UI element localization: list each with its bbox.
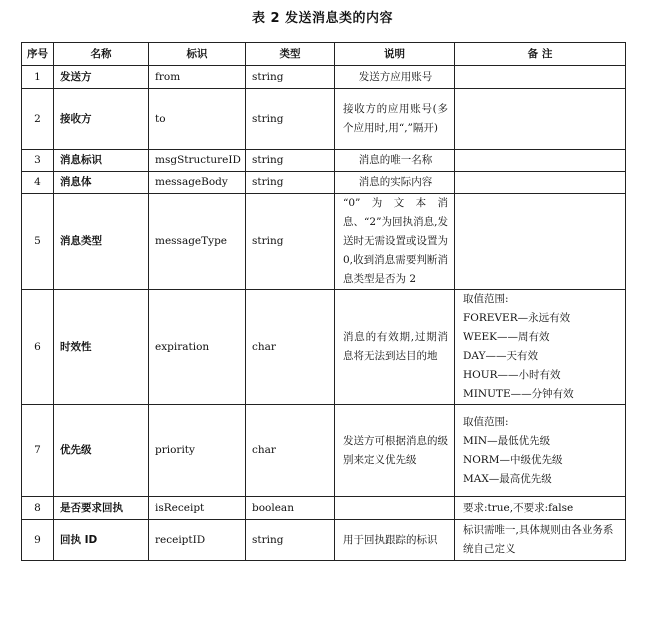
note-line: MIN—最低优先级 [463,434,551,447]
table-row [22,66,626,89]
table-row [22,150,626,172]
cell-no: 6 [22,290,54,405]
table-row [22,172,626,194]
cell-note [455,290,626,405]
cell-note [455,194,626,290]
cell-desc: 发送方应用账号 [335,66,455,89]
cell-desc: 发送方可根据消息的级别来定义优先级 [335,405,455,497]
cell-name: 是否要求回执 [54,497,149,520]
cell-id: expiration [149,290,246,405]
cell-desc: 消息的有效期,过期消息将无法到达目的地 [335,290,455,405]
cell-id: receiptID [149,520,246,561]
cell-name: 消息类型 [54,194,149,290]
table-row [22,520,626,561]
header-type: 类型 [246,43,335,66]
cell-id: messageBody [149,172,246,194]
cell-no: 3 [22,150,54,172]
cell-note [455,520,626,561]
table-body [22,66,626,561]
cell-no: 7 [22,405,54,497]
cell-desc: “0”为文本消息、“2”为回执消息,发送时无需设置或设置为 0,收到消息需要判断消息类型是否为 2 [335,194,455,290]
cell-name: 时效性 [54,290,149,405]
note-line: 取值范围: [463,415,509,428]
cell-type: string [246,150,335,172]
cell-name: 接收方 [54,89,149,150]
cell-name: 发送方 [54,66,149,89]
note-line: FOREVER—永远有效 [463,312,571,324]
header-desc: 说明 [335,43,455,66]
note-line: 取值范围: [463,293,509,305]
cell-type: char [246,405,335,497]
cell-type: string [246,66,335,89]
cell-name: 回执 ID [54,520,149,561]
table-row [22,290,626,405]
note-line: WEEK——周有效 [463,331,550,343]
cell-name: 优先级 [54,405,149,497]
header-name: 名称 [54,43,149,66]
cell-type: string [246,89,335,150]
cell-type: string [246,194,335,290]
header-no: 序号 [22,43,54,66]
cell-type: char [246,290,335,405]
cell-type: boolean [246,497,335,520]
note-line: 标识需唯一,具体规则由各业务系统自己定义 [463,524,614,555]
cell-no: 8 [22,497,54,520]
cell-desc: 接收方的应用账号(多个应用时,用“,”隔开) [335,89,455,150]
cell-type: string [246,172,335,194]
cell-desc [335,497,455,520]
header-id: 标识 [149,43,246,66]
header-row [22,43,626,66]
cell-name: 消息标识 [54,150,149,172]
note-line: DAY——天有效 [463,350,539,362]
cell-desc: 用于回执跟踪的标识 [335,520,455,561]
table-row [22,405,626,497]
cell-id: from [149,66,246,89]
cell-type: string [246,520,335,561]
table-title: 表 2 发送消息类的内容 [251,11,394,26]
cell-desc: 消息的唯一名称 [335,150,455,172]
cell-no: 2 [22,89,54,150]
cell-no: 4 [22,172,54,194]
cell-note [455,405,626,497]
note-line: NORM—中级优先级 [463,453,563,466]
cell-no: 9 [22,520,54,561]
cell-name: 消息体 [54,172,149,194]
cell-no: 5 [22,194,54,290]
cell-note [455,172,626,194]
note-line: MINUTE——分钟有效 [463,388,574,400]
note-line: MAX—最高优先级 [463,472,552,485]
note-line: HOUR——小时有效 [463,369,561,381]
table-row [22,89,626,150]
note-line: 要求:true,不要求:false [463,501,574,514]
cell-id: msgStructureID [149,150,246,172]
cell-desc: 消息的实际内容 [335,172,455,194]
message-content-table [21,42,626,561]
cell-note [455,66,626,89]
cell-note [455,497,626,520]
cell-id: to [149,89,246,150]
cell-id: messageType [149,194,246,290]
cell-note [455,150,626,172]
header-note: 备 注 [455,43,626,66]
table-row [22,194,626,290]
table-row [22,497,626,520]
cell-note [455,89,626,150]
cell-id: priority [149,405,246,497]
cell-id: isReceipt [149,497,246,520]
cell-no: 1 [22,66,54,89]
